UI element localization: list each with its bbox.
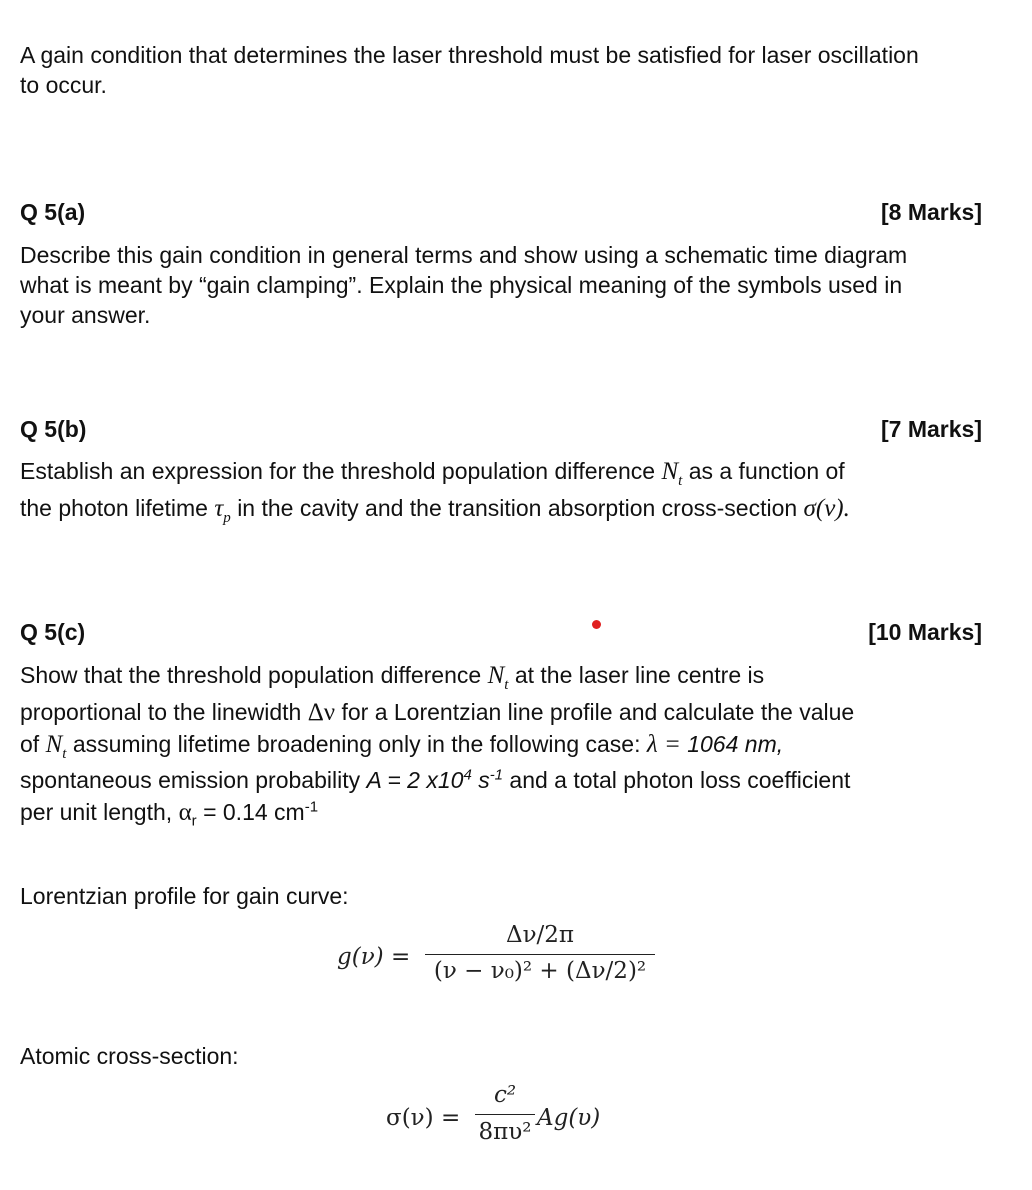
q5c-line-4 xyxy=(20,765,850,795)
q5b-text-3: the photon lifetime xyxy=(20,495,208,521)
lorentz-denominator: (ν − ν₀)² + (Δν/2)² xyxy=(433,958,647,984)
lorentz-numerator: Δν/2π xyxy=(505,922,575,948)
emission-probability: A = 2 $x10^4$ $s^{-1}$ xyxy=(366,766,504,793)
q5c-l2b: for a Lorentzian line profile and calculate the value xyxy=(341,699,855,725)
cross-label: Atomic cross-section: xyxy=(20,1043,239,1069)
q5b-marks: [7 Marks] xyxy=(881,416,982,442)
q5c-l4b: and a total photon loss coefficient xyxy=(509,767,851,793)
cross-rhs: Ag(υ) xyxy=(537,1105,601,1131)
red-marker-dot xyxy=(592,620,601,629)
symbol-Nt: $N_t$ xyxy=(487,662,509,693)
cross-denominator: 8πυ² xyxy=(478,1119,532,1145)
q5c-line-3 xyxy=(20,729,783,760)
q5b-text-2: as a function of xyxy=(688,458,845,484)
symbol-tau-p: $\tau_p$ xyxy=(214,495,231,526)
q5a-marks: [8 Marks] xyxy=(881,199,982,225)
symbol-sigma-nu: σ(ν). xyxy=(803,495,850,522)
q5a-title: Q 5(a) xyxy=(20,199,86,225)
q5c-line-5 xyxy=(20,797,318,828)
q5a-body: Describe this gain condition in general terms and show using a schematic time diagram what is meant by “gain clamping”. Explain the physical meaning of the symbols used in your answer. xyxy=(20,242,908,328)
q5c-l5a: per unit length, xyxy=(20,799,173,825)
q5b-text-4: in the cavity and the transition absorption cross-section xyxy=(237,495,798,521)
alpha-r: $\alpha_r$ xyxy=(178,799,197,830)
q5c-l2a: proportional to the linewidth xyxy=(20,699,302,725)
loss-coefficient: = 0.14 $cm^{-1}$ xyxy=(203,798,319,825)
q5c-title: Q 5(c) xyxy=(20,619,86,645)
q5c-l3a: of xyxy=(20,731,40,757)
symbol-Nt: $N_t$ xyxy=(45,731,67,762)
cross-numerator: c² xyxy=(493,1082,517,1108)
q5c-l1b: at the laser line centre is xyxy=(514,662,765,688)
lorentz-label: Lorentzian profile for gain curve: xyxy=(20,883,349,909)
q5c-l4a: spontaneous emission probability xyxy=(20,767,361,793)
q5c-l1a: Show that the threshold population difference xyxy=(20,662,482,688)
q5b-title: Q 5(b) xyxy=(20,416,87,442)
lorentz-lhs: g(ν) = xyxy=(337,944,411,970)
q5b-text-1: Establish an expression for the threshold population difference xyxy=(20,458,656,484)
q5c-marks: [10 Marks] xyxy=(868,619,982,645)
q5b-line-2 xyxy=(20,493,850,524)
lorentz-fraction-bar xyxy=(425,954,655,955)
cross-fraction-bar xyxy=(475,1114,535,1115)
q5b-line-1 xyxy=(20,456,845,487)
cross-lhs: σ(ν) = xyxy=(386,1105,461,1131)
symbol-delta-nu: Δν xyxy=(307,699,336,726)
q5c-line-1 xyxy=(20,660,764,691)
lambda-value: 1064 nm, xyxy=(687,731,784,757)
lambda-symbol: λ = xyxy=(646,731,681,758)
q5c-line-2 xyxy=(20,697,854,728)
q5c-l3b: assuming lifetime broadening only in the following case: xyxy=(72,731,641,757)
symbol-Nt: $N_t$ xyxy=(661,458,683,489)
intro-text: A gain condition that determines the laser threshold must be satisfied for laser oscillation to occur. xyxy=(20,42,919,98)
